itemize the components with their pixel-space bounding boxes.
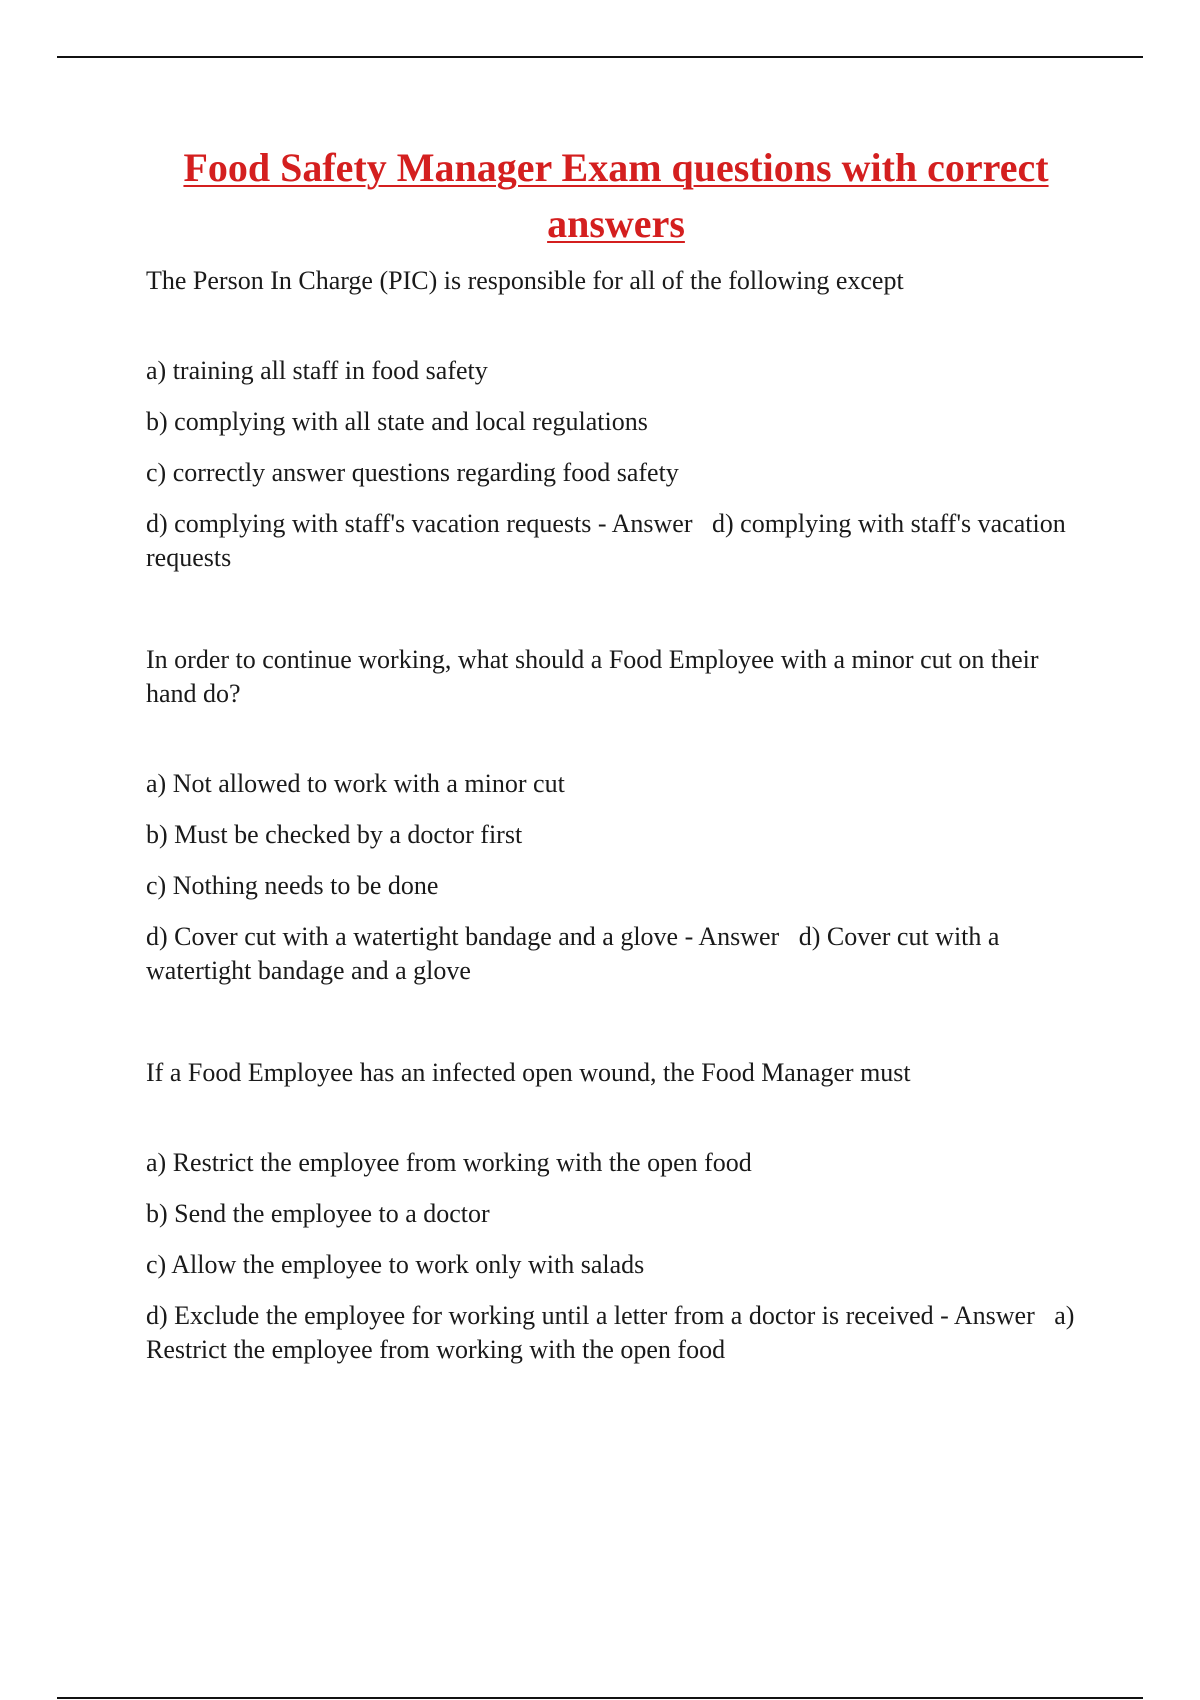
option-c: c) Allow the employee to work only with salads [146,1250,645,1279]
options-list [146,354,1086,575]
option-a: a) Not allowed to work with a minor cut [146,769,565,798]
top-rule [57,56,1143,58]
option-d-with-answer: d) Exclude the employee for working until a letter from a doctor is received - Answer a) Restrict the employee from working with the open food [146,1301,1075,1364]
option-d: d) Exclude the employee for working until a letter from a doctor is received [146,1301,934,1330]
options-list [146,1146,1086,1367]
bottom-rule [57,1697,1143,1699]
document-body [146,140,1086,1367]
option-c: c) Nothing needs to be done [146,871,439,900]
answer-label: Answer [698,922,780,951]
question-block-1 [146,264,1086,575]
option-c: c) correctly answer questions regarding food safety [146,458,679,487]
answer-label: Answer [611,509,693,538]
question-text: In order to continue working, what should a Food Employee with a minor cut on their hand do? [146,645,1039,708]
options-list [146,767,1086,988]
option-d-with-answer: d) complying with staff's vacation requests - Answer d) complying with staff's vacation requests [146,509,1066,572]
correct-answer: d) complying with staff's vacation requests [146,509,1066,572]
correct-answer: d) Cover cut with a watertight bandage and a glove [146,922,1000,985]
option-b: b) Must be checked by a doctor first [146,820,523,849]
option-a: a) training all staff in food safety [146,356,488,385]
question-block-3 [146,1056,1086,1367]
question-block-2 [146,643,1086,988]
option-a: a) Restrict the employee from working with the open food [146,1148,752,1177]
question-text: The Person In Charge (PIC) is responsible for all of the following except [146,266,904,295]
option-d-with-answer: d) Cover cut with a watertight bandage and a glove - Answer d) Cover cut with a watertight bandage and a glove [146,922,1000,985]
option-d: d) complying with staff's vacation requests [146,509,592,538]
option-b: b) complying with all state and local regulations [146,407,648,436]
option-d: d) Cover cut with a watertight bandage and a glove [146,922,679,951]
answer-label: Answer [953,1301,1035,1330]
document-title: Food Safety Manager Exam questions with correct answers [183,145,1049,246]
question-text: If a Food Employee has an infected open wound, the Food Manager must [146,1058,911,1087]
correct-answer: a) Restrict the employee from working with the open food [146,1301,1075,1364]
option-b: b) Send the employee to a doctor [146,1199,490,1228]
